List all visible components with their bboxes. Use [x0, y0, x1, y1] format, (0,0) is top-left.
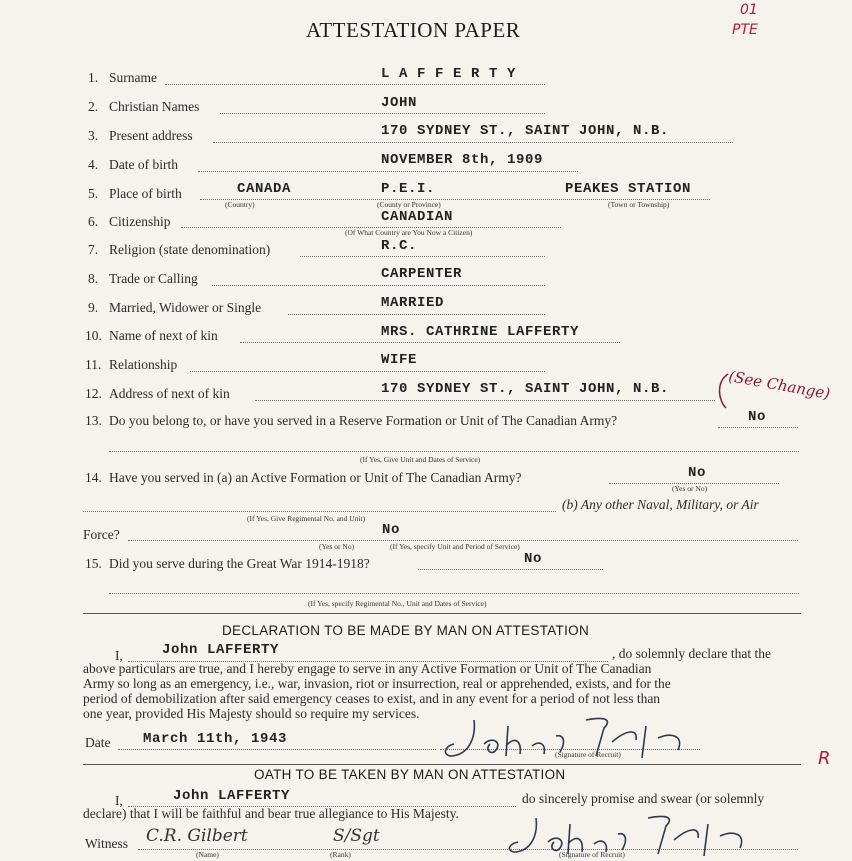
q1-label: Surname [109, 70, 157, 85]
q9-value: MARRIED [381, 295, 445, 311]
q9-number: 9. [88, 300, 99, 315]
q2-number: 2. [88, 99, 99, 114]
q6-value: CANADIAN [381, 209, 454, 225]
declaration-line-3: Army so long as an emergency, i.e., war, invasion, riot or insurrection, real or apprehended, exists, and for the [83, 676, 671, 691]
oath-signature-caption: (Signature of Recruit) [559, 850, 625, 859]
q14-force-label: Force? [83, 527, 120, 542]
q2-value: JOHN [381, 95, 418, 111]
q13-caption: (If Yes, Give Unit and Dates of Service) [360, 455, 481, 464]
margin-mark: R [818, 748, 831, 769]
q12-label: Address of next of kin [109, 386, 230, 401]
q12-value: 170 SYDNEY ST., SAINT JOHN, N.B. [381, 381, 670, 397]
q7-number: 7. [88, 242, 99, 257]
q12-change-bracket [712, 372, 842, 412]
q3-number: 3. [88, 128, 99, 143]
oath-name: John LAFFERTY [173, 788, 291, 804]
declaration-heading: DECLARATION TO BE MADE BY MAN ON ATTESTATION [222, 623, 590, 638]
q14-value: No [688, 465, 707, 481]
q12-change-note: (See Change) [727, 367, 832, 403]
declaration-line-5: one year, provided His Majesty should so require my services. [83, 706, 420, 721]
oath-line2: declare) that I will be faithful and bear true allegiance to His Majesty. [83, 806, 459, 821]
q4-value: NOVEMBER 8th, 1909 [381, 152, 544, 168]
document-title: ATTESTATION PAPER [306, 18, 521, 42]
corner-note-number: 01 [740, 2, 758, 18]
q10-value: MRS. CATHRINE LAFFERTY [381, 324, 580, 340]
oath-heading: OATH TO BE TAKEN BY MAN ON ATTESTATION [254, 767, 566, 782]
witness-label: Witness [85, 836, 128, 851]
q3-label: Present address [109, 128, 193, 143]
q6-label: Citizenship [109, 214, 171, 229]
q11-label: Relationship [109, 357, 178, 372]
q10-label: Name of next of kin [109, 328, 218, 343]
corner-note-rank: PTE [732, 22, 758, 38]
section-divider [83, 613, 801, 614]
q5-town-caption: (Town or Township) [608, 200, 670, 209]
witness-rank: S/Sgt [333, 826, 380, 846]
q5-town: PEAKES STATION [565, 181, 692, 197]
declaration-line1-end: , do solemnly declare that the [612, 646, 771, 661]
q14-regt-caption: (If Yes, Give Regimental No. and Unit) [247, 514, 366, 523]
q5-province-caption: (County or Province) [377, 200, 441, 209]
q5-number: 5. [88, 186, 99, 201]
q14-force-unit-caption: (If Yes, specify Unit and Period of Service) [390, 542, 520, 551]
q3-value: 170 SYDNEY ST., SAINT JOHN, N.B. [381, 123, 670, 139]
witness-rank-caption: (Rank) [330, 850, 351, 859]
oath-i-label: I, [115, 793, 123, 808]
q13-number: 13. [85, 413, 102, 428]
q6-caption: (Of What Country are You Now a Citizen) [345, 228, 473, 237]
q15-label: Did you serve during the Great War 1914-1918? [109, 556, 370, 571]
witness-name: C.R. Gilbert [146, 826, 248, 846]
q2-label: Christian Names [109, 99, 200, 114]
q15-number: 15. [85, 556, 102, 571]
q1-value: L A F F E R T Y [381, 66, 517, 82]
q13-value: No [748, 409, 767, 425]
declaration-signature-caption: (Signature of Recruit) [555, 750, 621, 759]
q10-number: 10. [85, 328, 102, 343]
q4-number: 4. [88, 157, 99, 172]
q1-number: 1. [88, 70, 99, 85]
q14-label: Have you served in (a) an Active Formation or Unit of The Canadian Army? [109, 470, 522, 485]
q9-label: Married, Widower or Single [109, 300, 262, 315]
q14-yesno-caption: (Yes or No) [672, 484, 708, 493]
declaration-line-2: above particulars are true, and I hereby engage to serve in any Active Formation or Unit of The Canadian [83, 661, 652, 676]
q8-value: CARPENTER [381, 266, 463, 282]
q15-value: No [524, 551, 543, 567]
q7-label: Religion (state denomination) [109, 242, 271, 257]
q5-province: P.E.I. [381, 181, 436, 197]
q14-force-value: No [382, 522, 401, 538]
q14-force-yesno-caption: (Yes or No) [319, 542, 355, 551]
declaration-name: John LAFFERTY [162, 642, 280, 658]
declaration-line-4: period of demobilization after said emergency ceases to exist, and in any event for a period of not less than [83, 691, 661, 706]
declaration-date-value: March 11th, 1943 [143, 731, 288, 747]
oath-signature [500, 806, 760, 860]
declaration-i-label: I, [115, 648, 123, 663]
q11-value: WIFE [381, 352, 418, 368]
declaration-date-label: Date [85, 735, 111, 750]
oath-divider [83, 764, 801, 765]
q5-country: CANADA [237, 181, 292, 197]
q12-number: 12. [85, 386, 102, 401]
q6-number: 6. [88, 214, 99, 229]
q4-label: Date of birth [109, 157, 178, 172]
q5-label: Place of birth [109, 186, 182, 201]
q14-part-b: (b) Any other Naval, Military, or Air [562, 497, 759, 512]
q8-label: Trade or Calling [109, 271, 198, 286]
q7-value: R.C. [381, 238, 418, 254]
witness-name-caption: (Name) [196, 850, 219, 859]
oath-line1-end: do sincerely promise and swear (or solemnly [522, 791, 765, 806]
q11-number: 11. [85, 357, 102, 372]
q8-number: 8. [88, 271, 99, 286]
q15-caption: (If Yes, specify Regimental No., Unit and Dates of Service) [308, 599, 487, 608]
q14-number: 14. [85, 470, 102, 485]
q13-label: Do you belong to, or have you served in a Reserve Formation or Unit of The Canadian Army? [109, 413, 618, 428]
q5-country-caption: (Country) [225, 200, 255, 209]
